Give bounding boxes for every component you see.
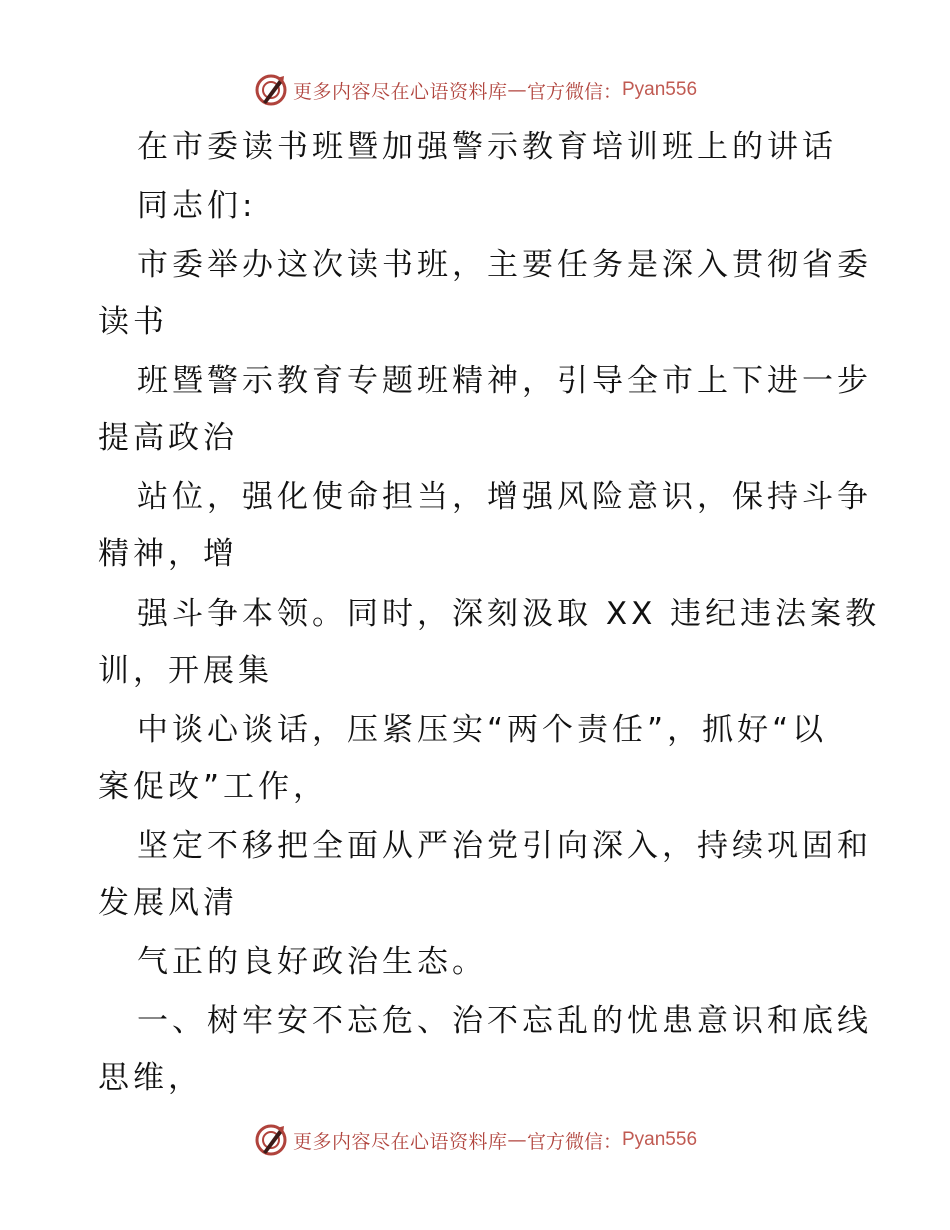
body-line: 训，开展集 xyxy=(98,653,273,689)
body-line: 班暨警示教育专题班精神，引导全市上下进一步 xyxy=(137,363,872,399)
footer-watermark xyxy=(0,1120,950,1160)
salutation: 同志们: xyxy=(137,188,257,224)
pen-logo-icon xyxy=(253,1122,289,1158)
body-line: 案促改”工作， xyxy=(98,769,329,805)
watermark-wechat-label: 官方微信： xyxy=(526,1130,622,1153)
body-line: 强斗争本领。同时，深刻汲取 XX 违纪违法案教 xyxy=(137,596,881,632)
body-line: 中谈心谈话，压紧压实“两个责任”，抓好“以 xyxy=(137,712,828,748)
watermark-wechat-id: Pyan556 xyxy=(622,1129,698,1150)
watermark-wechat-id: Pyan556 xyxy=(622,79,698,100)
header-watermark xyxy=(0,70,950,110)
watermark-separator: — xyxy=(507,79,527,101)
body-line: 站位，强化使命担当，增强风险意识，保持斗争 xyxy=(137,479,872,515)
body-line: 发展风清 xyxy=(98,885,238,921)
body-line: 精神，增 xyxy=(98,536,238,572)
body-line: 气正的良好政治生态。 xyxy=(137,944,487,980)
watermark-text: 更多内容尽在心语资料库 xyxy=(292,1130,508,1153)
body-line: 市委举办这次读书班，主要任务是深入贯彻省委 xyxy=(137,247,872,283)
body-line: 提高政治 xyxy=(98,420,238,456)
pen-logo-icon xyxy=(253,72,289,108)
section-heading: 一、树牢安不忘危、治不忘乱的忧患意识和底线 xyxy=(137,1003,872,1039)
watermark-text: 更多内容尽在心语资料库 xyxy=(292,80,508,103)
document-title: 在市委读书班暨加强警示教育培训班上的讲话 xyxy=(137,129,837,165)
watermark-separator: — xyxy=(507,1129,527,1151)
body-line: 思维， xyxy=(98,1060,203,1096)
body-line: 读书 xyxy=(98,304,168,340)
watermark-wechat-label: 官方微信： xyxy=(526,80,622,103)
body-line: 坚定不移把全面从严治党引向深入，持续巩固和 xyxy=(137,828,872,864)
